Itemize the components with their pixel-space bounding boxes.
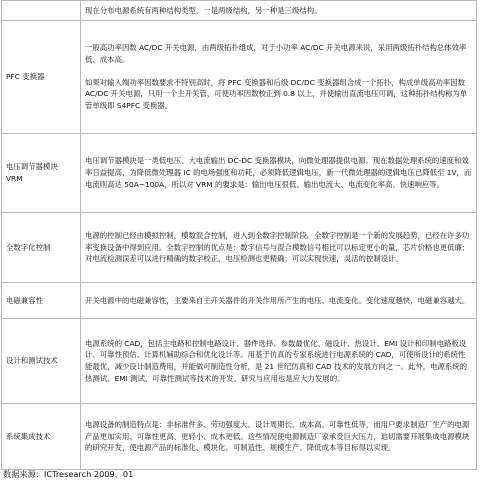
row-content [81, 283, 477, 319]
row-label: PFC 变换器 [2, 21, 81, 134]
row-content [81, 21, 477, 134]
paragraph: 电压调节器模块是一类低电压、大电流输出 DC-DC 变换器模块，向微处理器提供电源。现在数据处理系统的速度和效率日益提高，为降低微处理器 IC 的电场强度和功耗，必须降低逻辑电压，新一代微处理器的逻辑电压已降低至 1V，而电流则高达 50A~100A，所以对 VRM 的要求是：输出电压很低、输出电流大、电流变化率高、快速响应等。 [85, 156, 472, 189]
row-label: 电磁兼容性 [2, 283, 81, 319]
paragraph: 一般高功率因数 AC/DC 开关电源，由两级拓扑组成，对于小功率 AC/DC 开关电源来说，采用两级拓扑结构总体效率低、成本高。 [85, 43, 467, 64]
table-row [2, 21, 477, 134]
data-source-note: 数据来源：ICTresearch 2009，01 [3, 469, 134, 479]
tech-table [1, 0, 477, 470]
paragraph: 电源系统的 CAD，包括主电路和控制电路设计、器件选择、参数最优化、磁设计、热设计、EMI 设计和印制电路板设计、可靠性预估、计算机辅助综合和优化设计等。用基于仿真的专家系统进行电源系统的 CAD，可使所设计的系统性能最优，减少设计制造费用，并能做可制造性分析，是 21 世纪仿真和 CAD 技术的发展方向之一。此外，电源系统的热测试、EMI 测试、可靠性测试等技术的开发、研究与应用也是应大力发展的。 [85, 338, 468, 383]
table-row [2, 1, 477, 21]
table-row [2, 319, 477, 404]
row-label: 设计和测试技术 [2, 319, 81, 404]
row-content [81, 1, 477, 21]
table-row [2, 213, 477, 283]
table-row [2, 134, 477, 213]
paragraph: 现在分布电源系统有两种结构类型，一是两级结构，另一种是三级结构。 [85, 5, 322, 15]
paragraph: 开关电源中的电磁兼容性，主要来自主开关器件的开关作用所产生的电压、电流变化。变化速度越快，电磁兼容越大。 [85, 295, 470, 305]
paragraph: 如果对输入端功率因数要求不特别高时，将 PFC 变换器和后级 DC/DC 变换器组合成一个拓扑，构成单级高功率因数 AC/DC 开关电源，只用一个主开关管，可使功率因数校正到 0.8 以上，并使输出直流电压可调，这种拓扑结构称为单管单级即 S4PFC 变换器。 [85, 77, 468, 111]
paragraph: 电源的控制已经由模拟控制，模数混合控制，进入到全数字控制阶段。全数字控制是一个新的发展趋势，已经在许多功率变换设备中得到应用。全数字控制的优点是：数字信号与混合模数信号相比可以标定更小的量，芯片价格也更低廉；对电流检测误差可以进行精确的数字校正，电压检测也更精确；可以实现快速，灵活的控制设计。 [85, 230, 470, 264]
row-content [81, 134, 477, 213]
row-content [81, 404, 477, 470]
paragraph: 电源设备的制造特点是：非标准件多、劳动强度大、设计周期长、成本高、可靠性低等，而用户要求制造厂生产的电源产品更加实用、可靠性更高、更轻小、成本更低。这些情况使电源制造厂家承受巨大压力，迫切需要开展集成电源模块的研究开发，使电源产品的标准化、模块化、可制造性、规模生产、降低成本等目标得以实现。 [85, 419, 470, 453]
table-row [2, 404, 477, 470]
table-row [2, 283, 477, 319]
row-label: 电压调节器模块 VRM [2, 134, 81, 213]
row-label: 系统集成技术 [2, 404, 81, 470]
row-content [81, 319, 477, 404]
row-content [81, 213, 477, 283]
row-label [2, 1, 81, 21]
row-label: 全数字化控制 [2, 213, 81, 283]
